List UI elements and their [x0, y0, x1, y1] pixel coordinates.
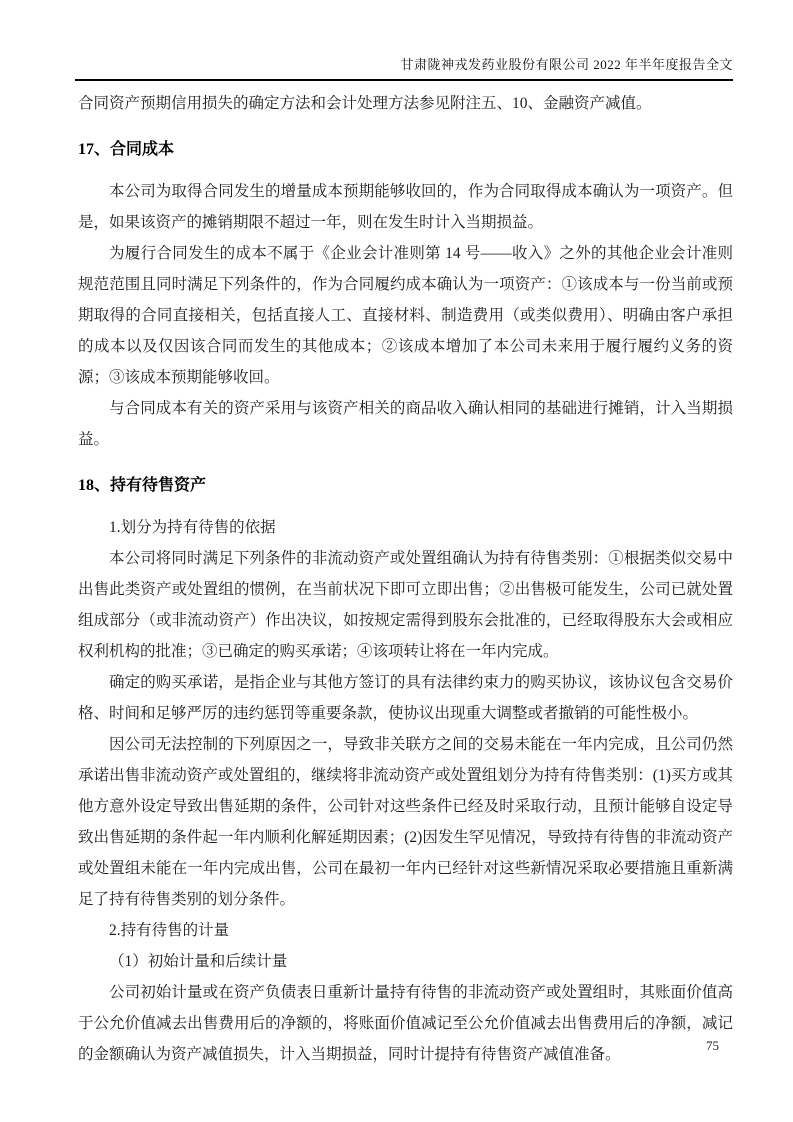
- document-body: [78, 88, 733, 1070]
- paragraph: 确定的购买承诺，是指企业与其他方签订的具有法律约束力的购买协议，该协议包含交易价格、时间和足够严厉的违约惩罚等重要条款，使协议出现重大调整或者撤销的可能性极小。: [78, 674, 733, 722]
- page-number: 75: [706, 1038, 719, 1053]
- subheading-initial-subsequent-measurement: （1）初始计量和后续计量: [109, 953, 288, 970]
- paragraph: 与合同成本有关的资产采用与该资产相关的商品收入确认相同的基础进行摊销，计入当期损益。: [78, 400, 733, 448]
- paragraph: 为履行合同发生的成本不属于《企业会计准则第 14 号——收入》之外的其他企业会计准则规范范围且同时满足下列条件的，作为合同履约成本确认为一项资产：①该成本与一份当前或预期取得的合同直接相关，包括直接人工、直接材料、制造费用（或类似费用）、明确由客户承担的成本以及仅因该合同而发生的其他成本；②该成本增加了本公司未来用于履行履约义务的资源；③该成本预期能够收回。: [78, 245, 733, 386]
- paragraph: 因公司无法控制的下列原因之一，导致非关联方之间的交易未能在一年内完成，且公司仍然承诺出售非流动资产或处置组的，继续将非流动资产或处置组划分为持有待售类别：(1)买方或其他方意外设定导致出售延期的条件，公司针对这些条件已经及时采取行动，且预计能够自设定导致出售延期的条件起一年内顺利化解延期因素；(2)因发生罕见情况，导致持有待售的非流动资产或处置组未能在一年内完成出售，公司在最初一年内已经针对这些新情况采取必要措施且重新满足了持有待售类别的划分条件。: [78, 736, 733, 908]
- section-heading-contract-cost: 17、合同成本: [78, 141, 175, 158]
- paragraph: 本公司为取得合同发生的增量成本预期能够收回的，作为合同取得成本确认为一项资产。但是，如果该资产的摊销期限不超过一年，则在发生时计入当期损益。: [78, 183, 733, 231]
- subheading-classification-basis: 1.划分为持有待售的依据: [109, 519, 276, 536]
- paragraph: 公司初始计量或在资产负债表日重新计量持有待售的非流动资产或处置组时，其账面价值高于公允价值减去出售费用后的净额的，将账面价值减记至公允价值减去出售费用后的净额，减记的金额确认为资产减值损失，计入当期损益，同时计提持有待售资产减值准备。: [78, 984, 733, 1063]
- page-header: [75, 54, 733, 81]
- subheading-measurement: 2.持有待售的计量: [109, 922, 230, 939]
- paragraph: 本公司将同时满足下列条件的非流动资产或处置组确认为持有待售类别：①根据类似交易中出售此类资产或处置组的惯例，在当前状况下即可立即出售；②出售极可能发生，公司已就处置组成部分（或非流动资产）作出决议，如按规定需得到股东会批准的，已经取得股东大会或相应权利机构的批准；③已确定的购买承诺；④该项转让将在一年内完成。: [78, 550, 733, 660]
- section-heading-held-for-sale-assets: 18、持有待售资产: [78, 477, 207, 494]
- intro-paragraph: 合同资产预期信用损失的确定方法和会计处理方法参见附注五、10、金融资产减值。: [78, 95, 652, 112]
- header-title: 甘肃陇神戎发药业股份有限公司 2022 年半年度报告全文: [400, 57, 733, 72]
